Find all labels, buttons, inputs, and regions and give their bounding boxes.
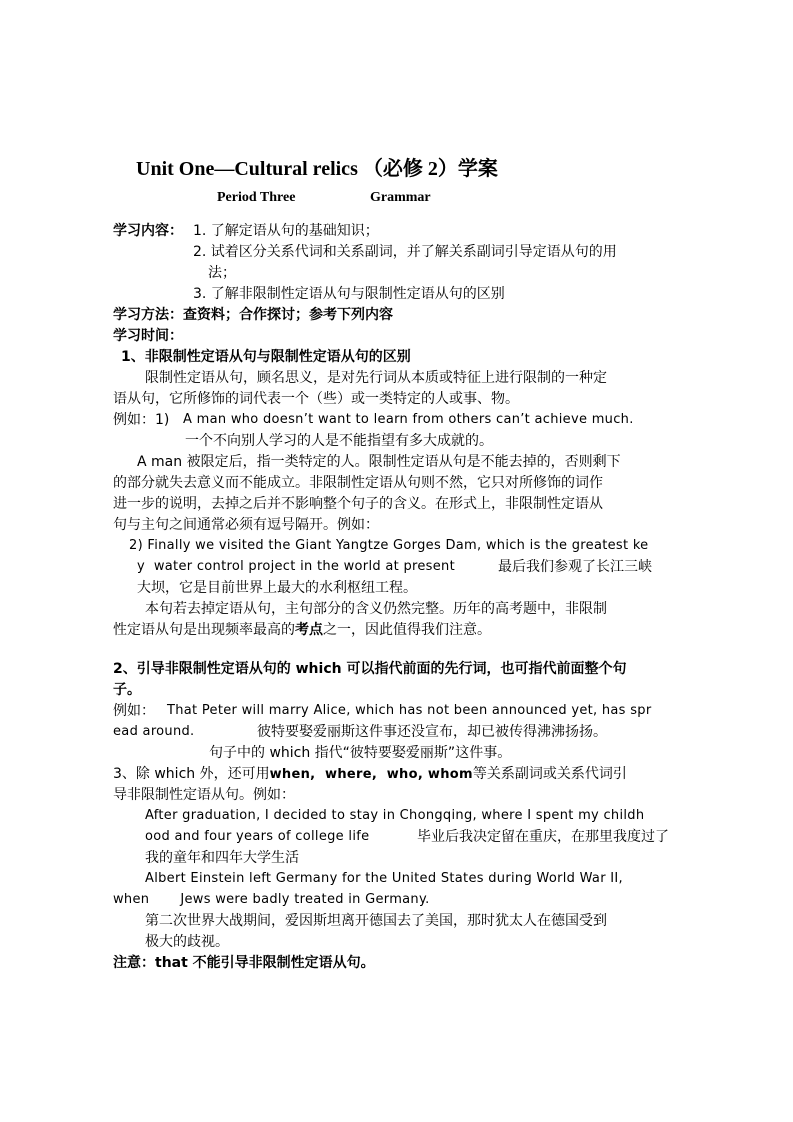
section-3-intro-end: 等关系副词或关系代词引 [472,766,627,782]
section-1-para-1-cont: 语从句，它所修饰的词代表一个（些）或一类特定的人或事、物。 [113,391,519,407]
section-2-example-english-cont: ead around. [113,724,195,739]
example-2-line-3: 大坝，它是目前世界上最大的水利枢纽工程。 [137,580,417,596]
section-1-para-2-line-3: 进一步的说明，去掉之后并不影响整个句子的含义。在形式上，非限制性定语从 [113,496,603,512]
section-3-example-1-line-2-chinese: 毕业后我决定留在重庆，在那里我度过了 [417,829,669,845]
section-3-example-2-line-3: 第二次世界大战期间，爱因斯坦离开德国去了美国，那时犹太人在德国受到 [145,913,607,929]
content-item-1: 1. 了解定语从句的基础知识； [193,223,379,239]
section-3-example-2-line-4: 极大的歧视。 [145,934,229,950]
section-3-example-2-line-1: Albert Einstein left Germany for the United States during World War II, [145,871,623,886]
section-2-example-chinese: 彼特要娶爱丽斯这件事还没宣布，却已被传得沸沸扬扬。 [257,724,607,740]
content-item-3: 3. 了解非限制性定语从句与限制性定语从句的区别 [193,286,505,302]
example-1-english: A man who doesn’t want to learn from others can’t achieve much. [183,412,634,427]
example-1-label: 例如：1) [113,412,170,428]
section-label: Grammar [370,190,431,205]
section-2-example-english: That Peter will marry Alice, which has not been announced yet, has spr [167,703,652,718]
example-2-line-2-english: y water control project in the world at present [137,559,455,574]
note: 注意：that 不能引导非限制性定语从句。 [113,955,375,971]
example-2-line-2-chinese: 最后我们参观了长江三峡 [498,559,652,575]
section-2-note: 句子中的 which 指代“彼特要娶爱丽斯”这件事。 [209,745,512,761]
section-2-heading-cont: 子。 [113,682,141,698]
page-title: Unit One—Cultural relics （必修 2）学案 [136,158,498,180]
section-3-intro [113,764,627,785]
section-1-para-2-line-1: A man 被限定后，指一类特定的人。限制性定语从句是不能去掉的，否则剩下 [137,454,621,470]
content-item-2: 2. 试着区分关系代词和关系副词，并了解关系副词引导定语从句的用 [193,244,617,260]
section-3-example-1-line-3: 我的童年和四年大学生活 [145,850,299,866]
example-1-chinese: 一个不向别人学习的人是不能指望有多大成就的。 [185,433,493,449]
section-3-intro-text: 3、除 which 外，还可用 [113,766,270,782]
content-label: 学习内容： [113,223,183,239]
section-2-heading: 2、引导非限制性定语从句的 which 可以指代前面的先行词，也可指代前面整个句 [113,661,627,677]
content-item-2-cont: 法； [208,265,236,281]
section-3-relatives: when, where, who, whom [269,767,473,782]
para-3-text: 性定语从句是出现频率最高的 [113,622,295,638]
section-1-para-1: 限制性定语从句，顾名思义，是对先行词从本质或特征上进行限制的一种定 [145,370,607,386]
section-3-intro-cont: 导非限制性定语从句。例如： [113,787,295,803]
section-1-para-3-line-2 [113,620,491,640]
learning-method: 学习方法：查资料；合作探讨；参考下列内容 [113,307,393,323]
section-1-para-3-line-1: 本句若去掉定语从句，主句部分的含义仍然完整。历年的高考题中，非限制 [145,601,607,617]
period-label: Period Three [217,190,296,205]
para-3-keyword: 考点 [295,622,323,638]
para-3-text-end: 之一，因此值得我们注意。 [323,622,491,638]
section-3-example-1-line-1: After graduation, I decided to stay in Chongqing, where I spent my childh [145,808,645,823]
section-1-para-2-line-4: 句与主句之间通常必须有逗号隔开。例如： [113,517,379,533]
learning-time: 学习时间： [113,328,183,344]
section-1-para-2-line-2: 的部分就失去意义而不能成立。非限制性定语从句则不然，它只对所修饰的词作 [113,475,603,491]
section-3-example-2-line-2: when Jews were badly treated in Germany. [113,892,430,907]
section-1-heading: 1、非限制性定语从句与限制性定语从句的区别 [121,349,411,365]
section-3-example-1-line-2-english: ood and four years of college life [145,829,370,844]
section-2-example-label: 例如： [113,703,155,719]
example-2-line-1: 2) Finally we visited the Giant Yangtze Gorges Dam, which is the greatest ke [129,538,649,553]
